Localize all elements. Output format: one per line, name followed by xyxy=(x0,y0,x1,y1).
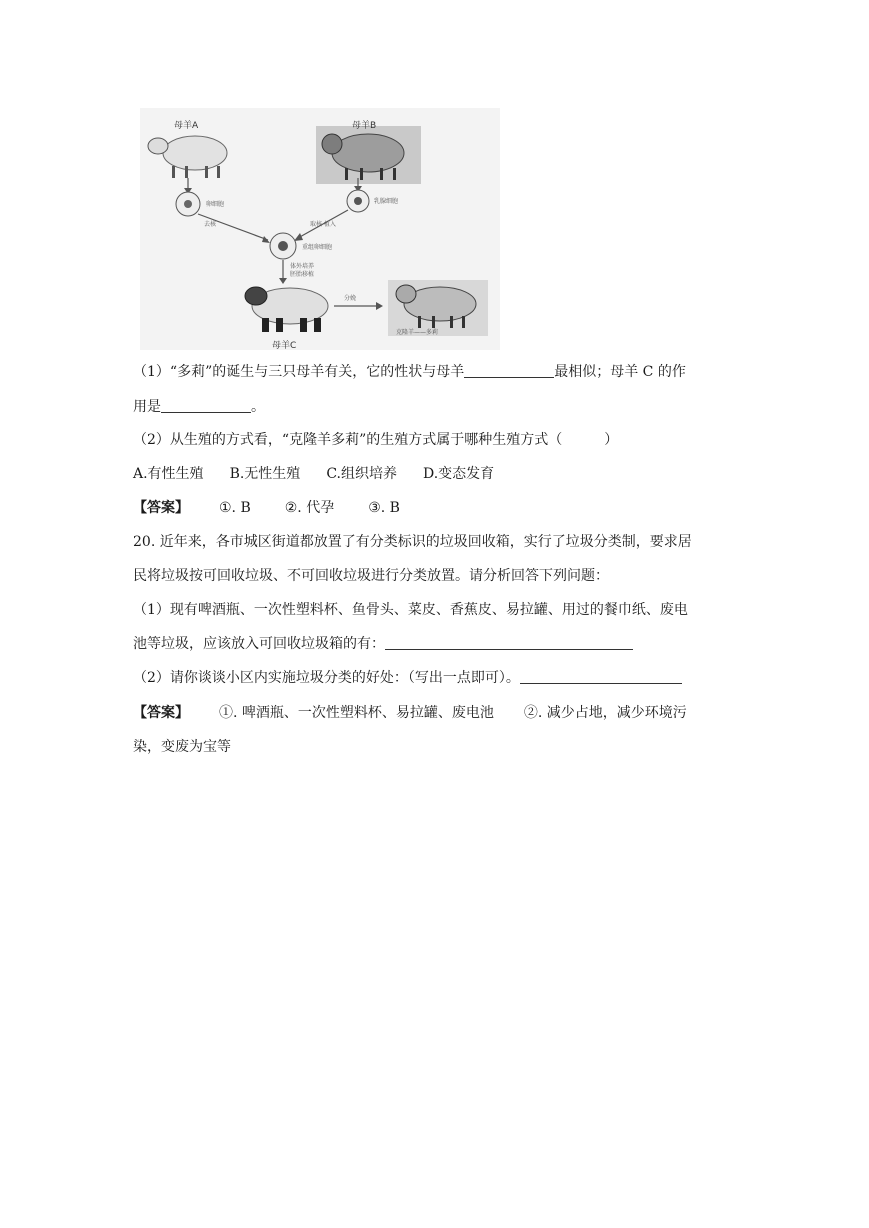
q19-part1-line1 xyxy=(133,362,753,382)
answer-label: 【答案】 xyxy=(133,500,189,516)
q19-options xyxy=(133,464,753,484)
label-sheep-c: 母羊C xyxy=(272,341,297,350)
q19-answer xyxy=(133,498,753,518)
answer-1: ①. B xyxy=(219,500,251,516)
q20-answer-2a: ②. 减少占地，减少环境污 xyxy=(523,705,687,721)
q20-answer-line2: 染，变废为宝等 xyxy=(133,739,231,755)
label-sheep-a: 母羊A xyxy=(174,121,199,131)
answer-2: ②. 代孕 xyxy=(284,500,335,516)
dolly-sheep-icon xyxy=(388,280,488,336)
q19-p1-text-c: 用是 xyxy=(133,399,161,415)
sheep-a-icon xyxy=(148,136,227,178)
sheep-b-icon xyxy=(316,126,421,184)
label-nucleus-implant: 取核 植入 xyxy=(310,221,336,228)
q19-p1-text-a: （1）“多莉”的诞生与三只母羊有关，它的性状与母羊 xyxy=(133,364,465,380)
sheep-c-icon xyxy=(245,287,328,332)
option-d: D.变态发育 xyxy=(422,466,495,482)
label-recombined-egg: 重组卵细胞 xyxy=(302,244,333,251)
q20-stem-line1: 20. 近年来，各市城区街道都放置了有分类标识的垃圾回收箱，实行了垃圾分类制，要求居 xyxy=(133,534,692,550)
answer-blank[interactable] xyxy=(161,398,251,413)
q19-part2: （2）从生殖的方式看，“克隆羊多莉”的生殖方式属于哪种生殖方式（ ） xyxy=(133,432,619,448)
recombined-egg-icon xyxy=(270,233,296,259)
q20-answer-1: ①. 啤酒瓶、一次性塑料杯、易拉罐、废电池 xyxy=(219,705,494,721)
option-c: C.组织培养 xyxy=(326,466,397,482)
label-embryo-transfer: 胚胎移植 xyxy=(290,271,315,278)
label-dolly: 克隆羊——多莉 xyxy=(396,329,439,336)
cloning-diagram xyxy=(140,108,500,350)
label-nucleus-removed: 去核 xyxy=(204,221,217,228)
mammary-cell-icon xyxy=(347,190,369,212)
q20-part1-line2 xyxy=(133,634,753,654)
q19-p1-text-b: 最相似；母羊 C 的作 xyxy=(554,364,686,380)
q19-p1-text-d: 。 xyxy=(251,399,265,415)
option-b: B.无性生殖 xyxy=(229,466,301,482)
label-sheep-b: 母羊B xyxy=(352,121,377,131)
answer-label: 【答案】 xyxy=(133,705,189,721)
answer-blank[interactable] xyxy=(464,363,554,378)
egg-cell-icon xyxy=(176,192,200,216)
label-culture: 体外培养 xyxy=(290,263,315,270)
answer-blank[interactable] xyxy=(520,669,682,684)
label-egg-cell: 卵细胞 xyxy=(206,201,225,208)
q20-part1-line1: （1）现有啤酒瓶、一次性塑料杯、鱼骨头、菜皮、香蕉皮、易拉罐、用过的餐巾纸、废电 xyxy=(133,602,688,618)
q20-p2-text: （2）请你谈谈小区内实施垃圾分类的好处：（写出一点即可）。 xyxy=(133,670,520,686)
q20-part2 xyxy=(133,668,753,688)
option-a: A.有性生殖 xyxy=(133,466,204,482)
q20-answer-line1 xyxy=(133,703,753,723)
answer-3: ③. B xyxy=(368,500,400,516)
label-birth: 分娩 xyxy=(344,295,357,302)
q19-part1-line2 xyxy=(133,397,753,417)
label-mammary-cell: 乳腺细胞 xyxy=(374,198,399,205)
q20-p1-text: 池等垃圾，应该放入可回收垃圾箱的有： xyxy=(133,636,385,652)
q20-stem-line2: 民将垃圾按可回收垃圾、不可回收垃圾进行分类放置。请分析回答下列问题： xyxy=(133,568,609,584)
answer-blank[interactable] xyxy=(385,635,633,650)
